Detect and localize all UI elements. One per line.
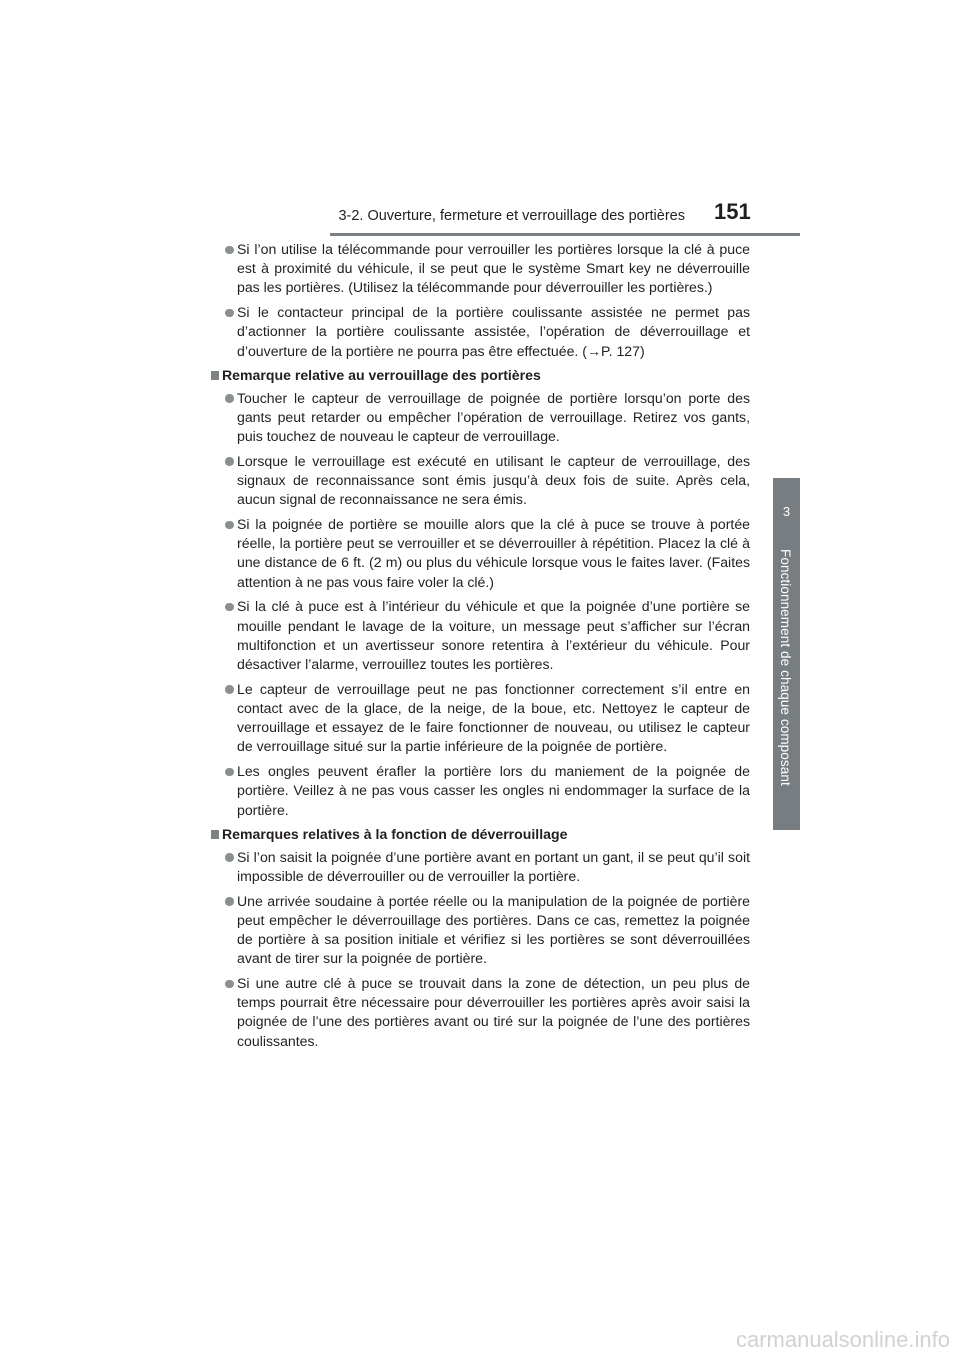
list-item bbox=[210, 762, 750, 820]
page-number: 151 bbox=[714, 199, 751, 224]
square-bullet-icon bbox=[211, 371, 219, 380]
list-item bbox=[210, 848, 750, 886]
bullet-dot-icon bbox=[225, 853, 234, 862]
chapter-number: 3 bbox=[782, 504, 791, 519]
bullet-dot-icon bbox=[225, 394, 234, 403]
bullet-dot-icon bbox=[225, 980, 234, 989]
bullet-text: Une arrivée soudaine à portée réelle ou la manipulation de la poignée de portière peut empêcher le déverrouillage des portières. Dans ce cas, remettez la poignée de portière à sa position initiale et vérifiez si les portières se sont déverrouillées avant de tirer sur la poignée de portière. bbox=[237, 892, 750, 967]
bullet-text: Si une autre clé à puce se trouvait dans la zone de détection, un peu plus de temps pourrait être nécessaire pour déverrouiller les portières après avoir saisi la poignée de l’une des portières avant ou tiré sur la poignée de l’une des portières coulissantes. bbox=[237, 975, 750, 1049]
bullet-text: Si le contacteur principal de la portière coulissante assistée ne permet pas d’actionner la portière coulissante assistée, l’opération de déverrouillage et d’ouverture de la portière ne pourra pas être effectuée. (→P. 127) bbox=[237, 304, 750, 359]
bullet-text: Le capteur de verrouillage peut ne pas fonctionner correctement s’il entre en contact avec de la glace, de la neige, de la boue, etc. Nettoyez le capteur de verrouillage et essayez de le faire fonctionner de nouveau, ou utilisez le capteur de verrouillage situé sur la partie inférieure de la poignée de portière. bbox=[237, 680, 750, 755]
watermark-text: carmanualsonline.info bbox=[735, 1327, 950, 1352]
section-heading-text: Remarque relative au verrouillage des portières bbox=[222, 367, 541, 384]
list-item bbox=[210, 892, 750, 969]
list-item bbox=[210, 974, 750, 1051]
section-heading bbox=[210, 366, 750, 385]
bullet-text: Si la clé à puce est à l’intérieur du véhicule et que la poignée d’une portière se mouille pendant le lavage de la voiture, un message peut s’afficher sur l’écran multifonction et un avertisseur sonore retentira à l’extérieur du véhicule. Pour désactiver l’alarme, verrouillez toutes les portières. bbox=[237, 598, 750, 673]
bullet-dot-icon bbox=[225, 603, 234, 612]
list-item bbox=[210, 240, 750, 298]
bullet-dot-icon bbox=[225, 457, 234, 466]
chapter-side-tab bbox=[773, 478, 800, 830]
square-bullet-icon bbox=[211, 830, 219, 839]
page-header bbox=[0, 0, 960, 240]
list-item bbox=[210, 452, 750, 510]
bullet-text: Si la poignée de portière se mouille alors que la clé à puce se trouve à portée réelle, la portière peut se verrouiller et se déverrouiller à répétition. Placez la clé à une distance de 6 ft. (2 m) ou plus du véhicule lorsque vous le faites laver. (Faites attention à ne pas vous faire voler la clé.) bbox=[237, 516, 750, 590]
bullet-text: Toucher le capteur de verrouillage de poignée de portière lorsqu’on porte des gants peut retarder ou empêcher l’opération de verrouillage. Retirez vos gants, puis touchez de nouveau le capteur de verrouillage. bbox=[237, 389, 750, 445]
bullet-text: Si l’on utilise la télécommande pour verrouiller les portières lorsque la clé à puce est à proximité du véhicule, il se peut que le système Smart key ne déverrouille pas les portières. (Utilisez la télécommande pour déverrouiller les portières.) bbox=[237, 241, 750, 296]
list-item bbox=[210, 597, 750, 674]
list-item bbox=[210, 515, 750, 592]
list-item bbox=[210, 303, 750, 361]
section-heading-text: Remarques relatives à la fonction de déverrouillage bbox=[222, 826, 568, 843]
list-item bbox=[210, 389, 750, 447]
bullet-text: Si l’on saisit la poignée d’une portière avant en portant un gant, il se peut qu’il soit impossible de déverrouiller ou de verrouiller la portière. bbox=[237, 848, 750, 884]
bullet-text: Lorsque le verrouillage est exécuté en utilisant le capteur de verrouillage, des signaux de reconnaissance sont émis jusqu’à deux fois de suite. Après cela, aucun signal de reconnaissance ne sera émis. bbox=[237, 452, 750, 508]
page-content bbox=[210, 240, 750, 1056]
bullet-dot-icon bbox=[225, 309, 234, 318]
bullet-dot-icon bbox=[225, 521, 234, 530]
header-divider bbox=[330, 233, 800, 236]
bullet-text: Les ongles peuvent érafler la portière lors du maniement de la poignée de portière. Veillez à ne pas vous casser les ongles ni endommager la surface de la portière. bbox=[237, 763, 750, 818]
section-title: 3-2. Ouverture, fermeture et verrouillage des portières bbox=[338, 208, 685, 224]
bullet-dot-icon bbox=[225, 768, 234, 777]
bullet-dot-icon bbox=[225, 246, 234, 255]
bullet-dot-icon bbox=[225, 685, 234, 694]
bullet-dot-icon bbox=[225, 897, 234, 906]
section-heading bbox=[210, 825, 750, 844]
chapter-label: Fonctionnement de chaque composant bbox=[778, 549, 793, 786]
list-item bbox=[210, 680, 750, 757]
